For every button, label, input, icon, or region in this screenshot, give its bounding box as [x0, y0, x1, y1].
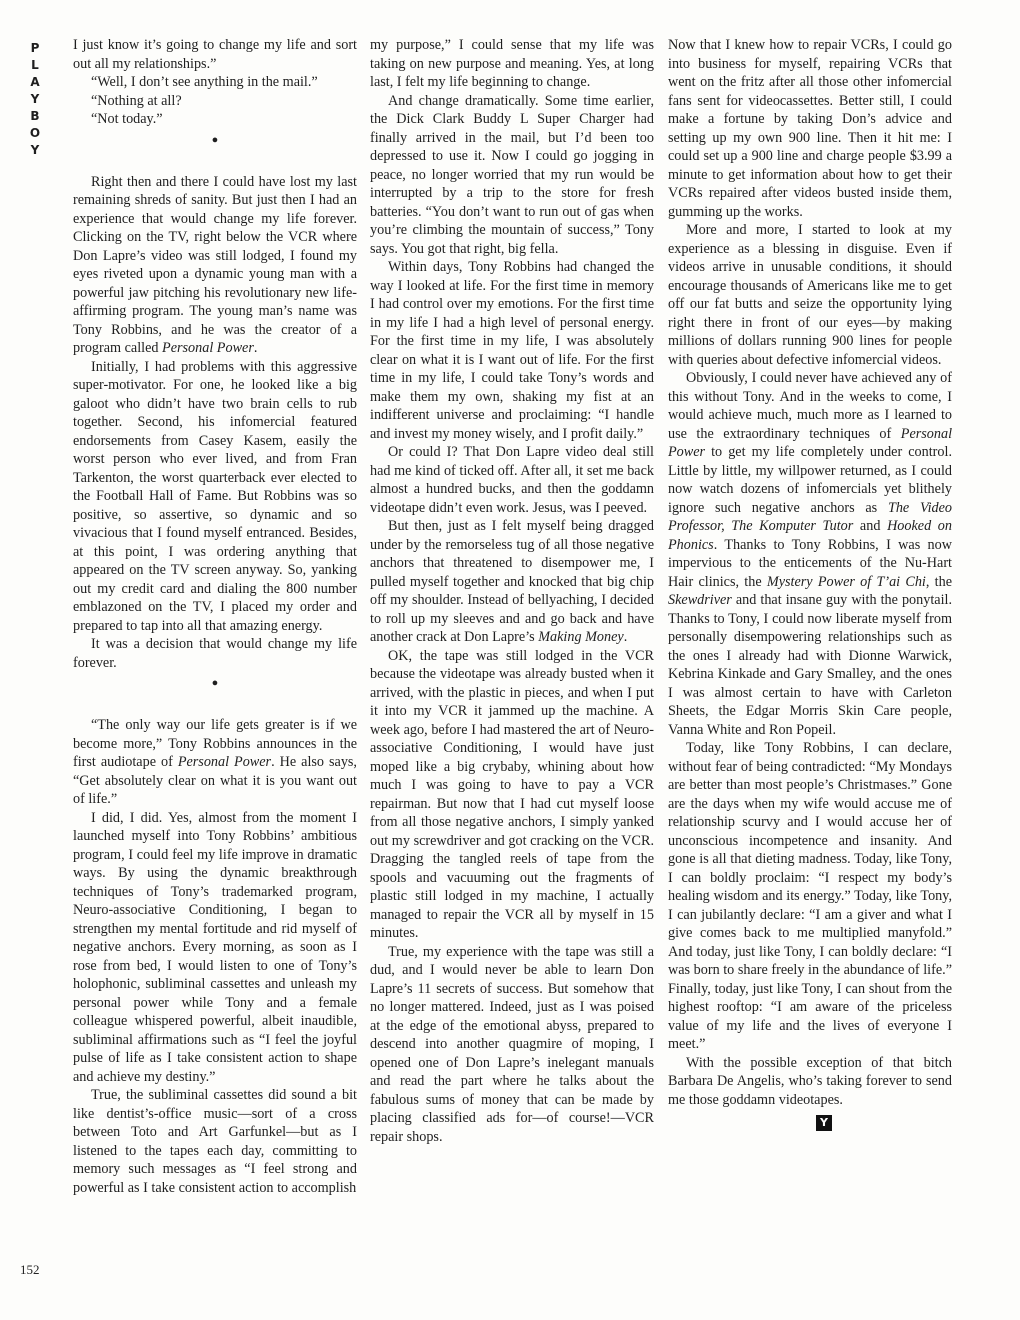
paragraph: my purpose,” I could sense that my life was taking on new purpose and meaning. Yes, at long last, I felt my life beginning to change. [370, 37, 654, 90]
masthead-letter: O [29, 126, 41, 140]
paragraph [370, 517, 654, 647]
paragraph: Today, like Tony Robbins, I can declare, without fear of being contradicted: “My Mondays are better than most people’s Christmases.” Gone are the days when my wife would accuse me of relationship scurvy and I would accuse her of unconscious incompetence and insanity. And gone is all that dieting madness. Today, like Tony, I can boldly proclaim: “I respect my body’s healing wisdom and its energy.” Today, like Tony, I can jubilantly declare: “I am a giver and what I give comes back to me multiplied manyfold.” And today, just like Tony, I can boldly declare: “I was born to share freely in the abundance of life.” Finally, today, just like Tony, I can shout from the highest rooftop: “I am aware of the priceless value of my life and the lives of everyone I meet.” [668, 740, 952, 1052]
paragraph: Or could I? That Don Lapre video deal still had me kind of ticked off. After all, it set me back almost a hundred bucks, and then the goddamn videotape didn’t even work. Jesus, was I peeved. [370, 444, 654, 516]
punctuation: . [253, 340, 258, 356]
paragraph-text: and that insane guy with the ponytail. Thanks to Tony, I could now liberate myself from personally disempowering relationships such as the ones I already had with Dionne Warwick, Kebrina Kinkade and Gary Smalley, and the ones I was almost certain to have with Carleton Sheets, the Edgar Morris Skin Care people, Vanna White and Ron Popeil. [668, 592, 952, 738]
paragraph: With the possible exception of that bitch Barbara De Angelis, who’s taking forever to send me those goddamn videotapes. [668, 1054, 952, 1108]
paragraph-text: and [853, 518, 881, 534]
masthead-letters [24, 40, 46, 159]
program-title: Personal Power [162, 340, 254, 356]
masthead-letter: Y [30, 92, 40, 106]
paragraph: “Nothing at all? [91, 92, 182, 109]
magazine-masthead [24, 40, 46, 159]
paragraph: Within days, Tony Robbins had changed the way I looked at life. For the first time in memory I had control over my emotions. For the first time in my life I had a high level of personal energy. For the first time in my life, I was absolutely clear on what it is I want out of life. For the first time in my life, I could take Tony’s words and make them my own, shaking my fist at an indifferent universe and proclaiming: “I handle and invest my money wisely, and I profit daily.” [370, 259, 654, 442]
end-mark-row [668, 1113, 952, 1132]
paragraph-text: “The only way our life gets greater is if we become more,” Tony Robbins announces in the first audiotape of [73, 717, 357, 770]
masthead-letter: B [30, 109, 40, 123]
paragraph-text: Obviously, I could never have achieved any of this without Tony. And in the weeks to come, I would achieve much, much more as I learned to use the extraordinary techniques of [668, 370, 952, 442]
paragraph-text: , the [925, 573, 952, 590]
paragraph: And change dramatically. Some time earlier, the Dick Clark Buddy L Super Charger had finally arrived in the mail, but I’d been too depressed to use it. Now I could go jogging in peace, no longer worried that my run would be interrupted by a trip to the store for fresh batteries. “You don’t want to run out of gas when you’re climbing the mountain of success,” Tony says. You got that right, big fella. [370, 92, 654, 257]
paragraph: Now that I knew how to repair VCRs, I could go into business for myself, repairing VCRs that went on the fritz after all those other infomercial fans sent for videocassettes. Better still, I could make a fortune by taking Don’s advice and setting up my own 900 line. Then it hit me: I could set up a 900 line and charge people $3.99 a minute to get information about how to get their VCRs repaired after videos busted inside them, gumming up the works. [668, 37, 952, 220]
article-column-3 [668, 36, 952, 1132]
paragraph: True, the subliminal cassettes did sound a bit like dentist’s-office music—sort of a cross between Toto and Art Garfunkel—but as I listened to the tapes each day, committing to memory such messages as “I feel strong and powerful as I take consistent action to accomplish [73, 1087, 357, 1196]
paragraph [73, 173, 357, 358]
section-separator: ● [211, 133, 219, 146]
paragraph-text: But then, just as I felt myself being dragged under by the remorseless tug of all those negative anchors that threatened to disempower me, I pulled myself together and knocked that big chip off my shoulder. Instead of bellyaching, I decided to roll up my sleeves and and go back and have another crack at Don Lapre’s [370, 518, 654, 645]
paragraph-text: . He also says, “Get absolutely clear on what it is you want out of life.” [73, 754, 357, 807]
paragraph [668, 369, 952, 739]
paragraph: True, my experience with the tape was still a dud, and I would never be able to learn Don Lapre’s 11 secrets of success. But somehow that no longer mattered. Indeed, just as I was poised at the edge of the emotional abyss, prepared to descend into another quagmire of moping, I opened one of Don Lapre’s inelegant manuals and read the part where he talks about the fabulous sums of money that can be made by placing classified ads for—of course!—VCR repair shops. [370, 943, 654, 1145]
paragraph-text: Right then and there I could have lost my last remaining shreds of sanity. But just then I had an experience that would change my life forever. Clicking on the TV, right below the VCR where Don Lapre’s video was still lodged, I found my eyes riveted upon a dynamic young man with a powerful jaw pitching his revolutionary new life-affirming program. The young man’s name was Tony Robbins, and he was the creator of a program called [73, 173, 357, 356]
paragraph: It was a decision that would change my life forever. [73, 636, 357, 671]
paragraph: More and more, I started to look at my experience as a blessing in disguise. Even if videos arrive in unusable conditions, it should encourage thousands of Americans like me to get off our fat butts and seize the opportunity lying right there in front of our eyes—by making millions of dollars running 900 lines for people with queries about defective infomercial videos. [668, 222, 952, 368]
paragraph: OK, the tape was still lodged in the VCR because the videotape was already busted when it arrived, with the plastic in pieces, and when I put it into my VCR it jammed up the machine. A week ago, before I had mastered the art of Neuro-associative Conditioning, I would have just moped like a big crybaby, whining about how much I was going to have to pay a VCR repairman. But now that I had cut myself loose from all those negative anchors, I simply yanked out my screwdriver and got cracking on the VCR. Dragging the tangled reels of tape from the spools and vacuuming out the fragments of plastic still lodged in my machine, I actually managed to repair the VCR all by myself in 15 minutes. [370, 647, 654, 941]
paragraph-text: . Thanks to Tony Robbins, I was now impervious to the enticements of the Nu-Hart Hair clinics, the [668, 536, 952, 590]
paragraph: I did, I did. Yes, almost from the moment I launched myself into Tony Robbins’ ambitious program, I could feel my life improve in dramatic ways. By using the dynamic breakthrough techniques of Tony’s trademarked program, Neuro-associative Conditioning, I began to strengthen my mental fortitude and rid myself of negative anchors. Every morning, as soon as I rose from bed, I would listen to one of Tony’s holophonic, subliminal cassettes and unleash my personal power while Tony and a female colleague whispered powerful, albeit inaudible, subliminal affirmations such as “I feel the joyful pulse of life as I take consistent action to shape and achieve my destiny.” [73, 809, 357, 1085]
article-column-2 [370, 36, 654, 1146]
paragraph: I just know it’s going to change my life and sort out all my relationships.” [73, 37, 357, 72]
masthead-letter: A [30, 75, 40, 89]
paragraph: “Not today.” [91, 111, 163, 127]
paragraph: “Well, I don’t see anything in the mail.” [91, 74, 318, 90]
rabbit-logo-end-mark-icon: Y [816, 1115, 832, 1131]
program-title: Mystery Power of T’ai Chi [766, 573, 926, 590]
masthead-letter: L [31, 58, 39, 72]
paragraph-text: to get my life completely under control. Little by little, my willpower returned, as I could now watch dozens of infomercials yet blithely ignore such negative anchors as [668, 444, 952, 516]
program-title: The Video Professor, The Komputer Tutor [668, 499, 953, 534]
program-title: Personal Power [668, 425, 953, 460]
masthead-letter: Y [30, 143, 40, 157]
article-column-1 [73, 36, 357, 1197]
masthead-letter: P [30, 41, 40, 55]
program-title: Skewdriver [668, 592, 732, 608]
program-title: Making Money [538, 629, 624, 645]
paragraph [73, 716, 357, 809]
section-separator: ● [211, 677, 219, 689]
program-title: Personal Power [177, 754, 272, 770]
paragraph: Initially, I had problems with this aggressive super-motivator. For one, he looked like a big galoot who didn’t have two brain cells to rub together. Second, his infomercial featured endorsements from Casey Kasem, easily the worst person who ever lived, and from Fran Tarkenton, the worst quarterback ever elected to the Football Hall of Fame. But Robbins was so positive, so assertive, so dynamic and so vivacious that I found myself entranced. Besides, at this point, I was ordering anything that appeared on the TV screen anyway. So, yanking out my credit card and dialing the 800 number emblazoned on the TV, I placed my order and prepared to tap into all that amazing energy. [73, 358, 357, 634]
punctuation: . [623, 629, 628, 645]
program-title: Hooked on Phonics [668, 518, 952, 553]
page-number: 152 [20, 1262, 40, 1277]
